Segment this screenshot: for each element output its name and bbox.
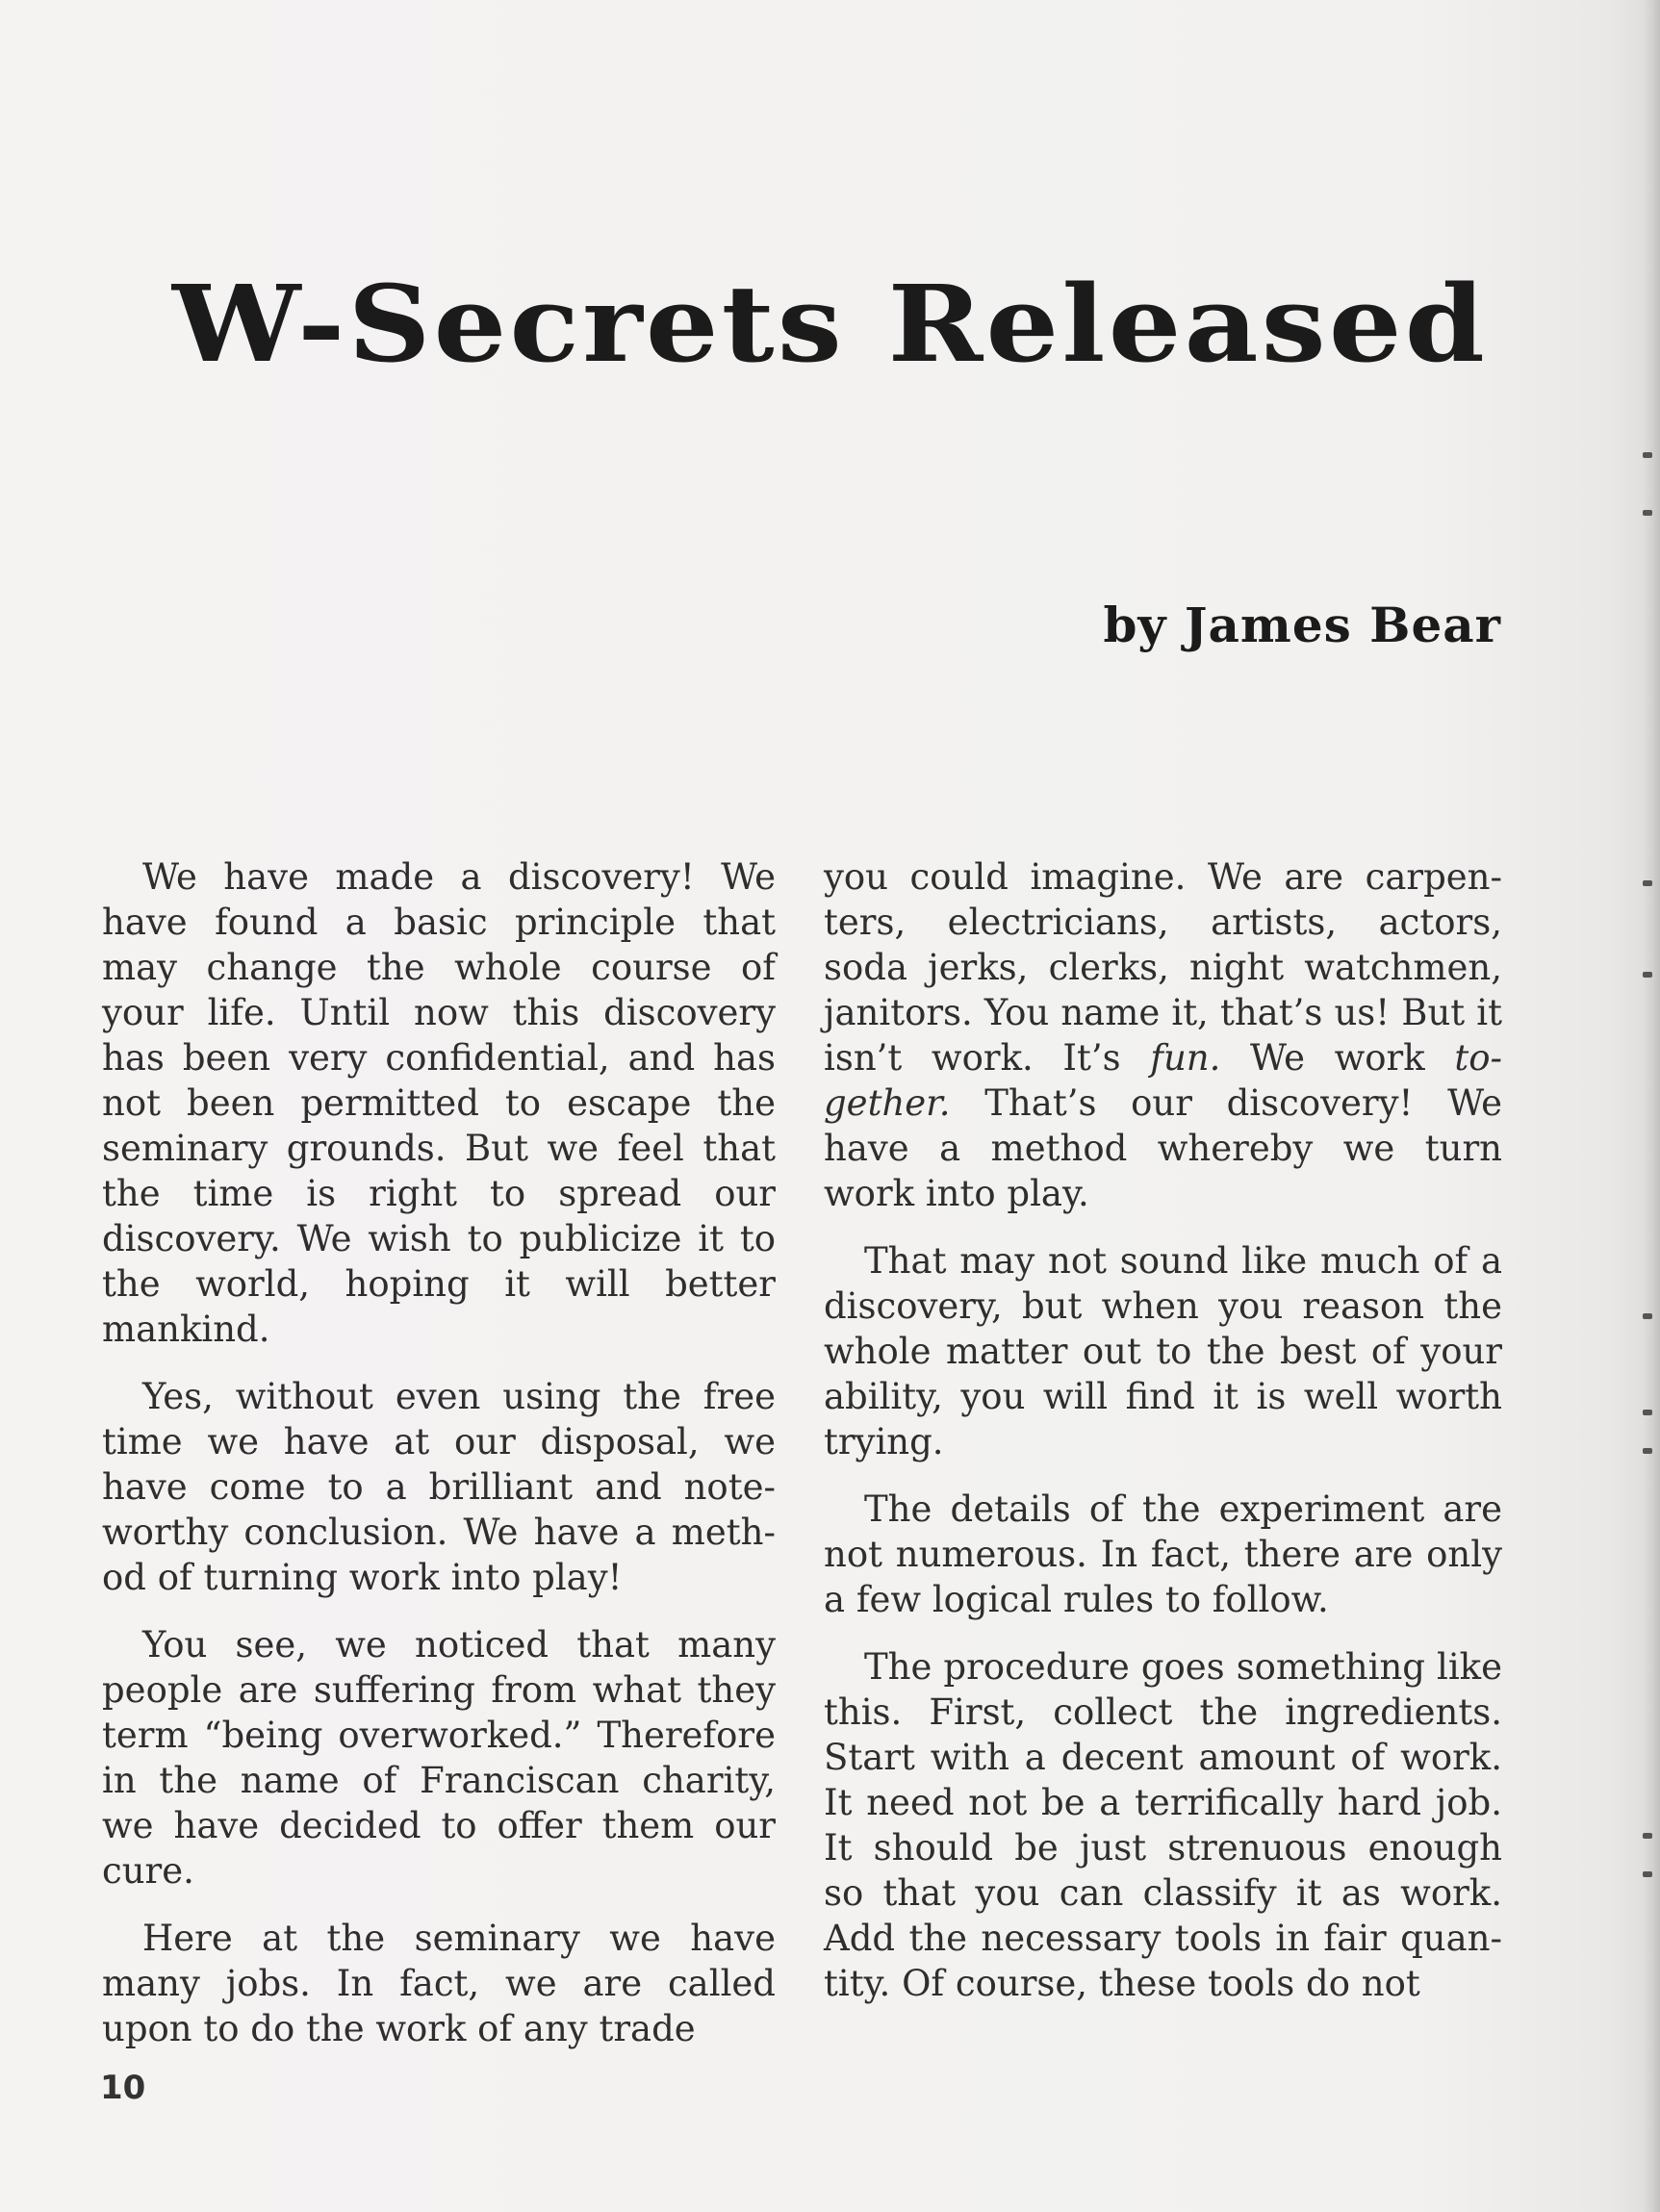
right-column [824,854,1502,2028]
text-run: We work [1220,1037,1455,1079]
binding-mark [1643,1448,1652,1454]
binding-mark [1643,1833,1652,1839]
binding-mark [1643,452,1652,458]
article-title: W-Secrets Released [171,262,1489,386]
text-run: That’s our discovery! We have a method whereby we turn work into play. [824,1082,1502,1214]
binding-mark [1643,880,1652,886]
paragraph: That may not sound like much of a discovery, but when you reason the whole matter out to the best of your ability, you will find it is well worth trying. [824,1240,1502,1462]
binding-mark [1643,510,1652,516]
paragraph: Yes, without even using the free time we have at our disposal, we have come to a brilliant and noteworthy conclusion. We have a method of turning work into play! [102,1376,776,1598]
binding-mark [1643,972,1652,978]
binding-mark [1643,1313,1652,1319]
binding-mark [1643,1871,1652,1877]
page-number: 10 [100,2069,146,2107]
paragraph-continued [824,854,1502,1216]
paragraph: Here at the seminary we have many jobs. In fact, we are called upon to do the work of any trade [102,1918,776,2049]
paragraph: You see, we noticed that many people are suffering from what they term “being overworked.” Therefore in the name of Franciscan charity, we have decided to offer them our cure. [102,1624,776,1892]
paragraph: We have made a discovery! We have found a basic principle that may change the whole course of your life. Until now this discovery has been very confidential, and has not been permitted to escape the seminary grounds. But we feel that the time is right to spread our discovery. We wish to publicize it to the world, hoping it will better mankind. [102,856,776,1350]
text-run: you could imagine. We are carpenters, electricians, artists, actors, soda jerks, clerks, night watchmen, janitors. You name it, that’s us! But it isn’t work. It’s [824,856,1502,1079]
emphasis-together: together. [824,1037,1502,1124]
paragraph: The details of the experiment are not numerous. In fact, there are only a few logical rules to follow. [824,1488,1502,1620]
emphasis-fun: fun. [1150,1037,1221,1079]
article-byline: by James Bear [1103,597,1501,653]
binding-mark [1643,1410,1652,1415]
left-column [102,854,776,2073]
paragraph: The procedure goes something like this. First, collect the ingredients. Start with a decent amount of work. It need not be a terrifically hard job. It should be just strenuous enough so that you can classify it as work. Add the necessary tools in fair quantity. Of course, these tools do not [824,1646,1502,2004]
